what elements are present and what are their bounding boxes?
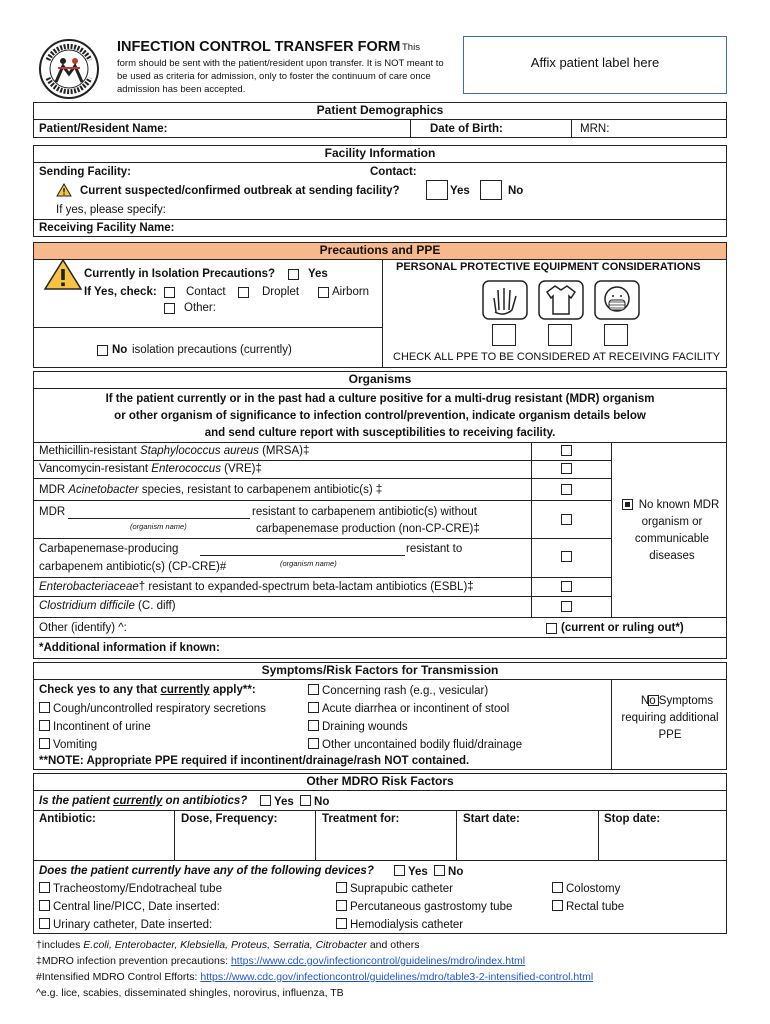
cdiff-text-italic: Clostridium difficile [39, 600, 135, 612]
mrsa-text-italic: Staphylococcus aureus [139, 445, 259, 457]
other-fluid-label: Other uncontained bodily fluid/drainage [322, 739, 523, 751]
esbl-text-b: † resistant to expanded-spectrum beta-lactam antibiotics (ESBL)‡ [138, 581, 474, 593]
col-treatment: Treatment for: [322, 813, 400, 825]
acin-text-a: MDR [39, 484, 69, 496]
colostomy-label: Colostomy [566, 883, 621, 895]
antibiotics-no-checkbox[interactable] [300, 795, 311, 806]
patient-label-box [463, 36, 727, 94]
precautions-section [33, 260, 727, 368]
antibiotics-text-b: on antibiotics? [162, 795, 248, 807]
airborn-label: Airborn [332, 286, 370, 298]
devices-answers [394, 865, 463, 878]
hemodialysis-label: Hemodialysis catheter [350, 919, 464, 931]
antibiotics-no-label: No [314, 796, 330, 808]
symptoms-note: **NOTE: Appropriate PPE required if incontinent/drainage/rash NOT contained. [39, 755, 470, 767]
dob-label: Date of Birth: [430, 123, 503, 135]
col-dose: Dose, Frequency: [181, 813, 278, 825]
incontinent-urine-checkbox[interactable] [39, 720, 50, 731]
contact-label: Contact [186, 286, 226, 298]
check-text-a: Check yes to any that [39, 684, 161, 696]
suprapubic-label: Suprapubic catheter [350, 883, 453, 895]
gloves-checkbox[interactable] [492, 324, 516, 346]
mask-icon [594, 280, 640, 323]
antibiotics-yes-checkbox[interactable] [260, 795, 271, 806]
cough-label: Cough/uncontrolled respiratory secretions [53, 703, 266, 715]
symptom-other-fluid [308, 738, 522, 751]
vre-text-b: (VRE)‡ [220, 463, 262, 475]
isolation-yes-checkbox[interactable] [288, 269, 299, 280]
devices-yes-label: Yes [408, 866, 428, 878]
mdr-label: MDR [39, 506, 66, 518]
symptom-vomiting [39, 738, 97, 751]
footnote-2 [36, 955, 525, 967]
f1-text-a: †includes [36, 939, 84, 951]
symptom-incontinent-urine [39, 720, 151, 733]
central-line-label: Central line/PICC, Date inserted: [53, 901, 220, 913]
outbreak-yes-checkbox[interactable] [426, 180, 448, 200]
mdr-checkbox[interactable] [561, 514, 572, 525]
cp-cre-checkbox[interactable] [561, 551, 572, 562]
rash-checkbox[interactable] [308, 684, 319, 695]
f1-text-b: and others [366, 939, 420, 951]
no-symptoms-label: No Symptoms requiring additional PPE [621, 695, 719, 741]
col-antibiotic: Antibiotic: [39, 813, 96, 825]
organisms-intro-2: or other organism of significance to infection control/prevention, indicate organism details below [114, 410, 646, 422]
vomiting-label: Vomiting [53, 739, 98, 751]
device-urinary [39, 918, 212, 931]
contact-checkbox[interactable] [164, 287, 175, 298]
no-isolation-checkbox[interactable] [97, 345, 108, 356]
esbl-checkbox[interactable] [561, 581, 572, 592]
organisms-intro-1: If the patient currently or in the past had a culture positive for a multi-drug resistant (MDR) organism [105, 393, 655, 405]
rectal-label: Rectal tube [566, 901, 625, 913]
mdro-section [33, 791, 727, 934]
mrsa-checkbox[interactable] [561, 445, 572, 456]
device-central-line [39, 900, 220, 913]
footnote-1 [36, 939, 419, 951]
hemodialysis-checkbox[interactable] [336, 918, 347, 929]
device-suprapubic [336, 882, 453, 895]
check-text-b: apply**: [209, 684, 256, 696]
f2-text: ‡MDRO infection prevention precautions: [36, 955, 231, 967]
vre-checkbox[interactable] [561, 463, 572, 474]
acinetobacter-checkbox[interactable] [561, 484, 572, 495]
contact-label: Contact: [370, 166, 417, 178]
facility-heading: Facility Information [33, 145, 727, 163]
device-trach [39, 882, 222, 895]
esbl-row [39, 581, 474, 593]
symptoms-check-label [39, 684, 256, 696]
intro-text: form should be sent with the patient/resident upon transfer. It is NOT meant to be used as criteria for admission, only to foster the continuum of care once admission has been accepted. [117, 58, 444, 95]
no-isolation-bold: No [112, 344, 128, 356]
additional-info-label: *Additional information if known: [39, 642, 220, 654]
device-hemodialysis [336, 918, 463, 931]
mrsa-text-b: (MRSA)‡ [258, 445, 310, 457]
vre-text-italic: Enterococcus [151, 463, 221, 475]
county-logo [34, 38, 104, 100]
antibiotics-question [39, 795, 247, 807]
if-yes-label: If Yes, check: [84, 286, 157, 298]
mdr-organism-hint: (organism name) [130, 522, 187, 531]
devices-question: Does the patient currently have any of the following devices? [39, 865, 374, 877]
organisms-heading: Organisms [33, 371, 727, 389]
diarrhea-label: Acute diarrhea or incontinent of stool [322, 703, 510, 715]
footnote-4: ^e.g. lice, scabies, disseminated shingles, norovirus, influenza, TB [36, 987, 344, 999]
device-colostomy [552, 882, 620, 895]
suprapubic-checkbox[interactable] [336, 882, 347, 893]
vre-row [39, 463, 262, 475]
col-stop: Stop date: [604, 813, 661, 825]
gown-icon [538, 280, 584, 323]
precautions-heading: Precautions and PPE [33, 242, 727, 260]
trach-label: Tracheostomy/Endotracheal tube [53, 883, 222, 895]
mask-checkbox[interactable] [604, 324, 628, 346]
intro-lead: This [402, 42, 420, 53]
mrsa-text-a: Methicillin-resistant [39, 445, 140, 457]
antibiotics-text-a: Is the patient [39, 795, 114, 807]
footnote-3 [36, 971, 593, 983]
droplet-label: Droplet [262, 286, 300, 298]
other-organism-label: Other (identify) ^: [39, 622, 127, 634]
incontinent-urine-label: Incontinent of urine [53, 721, 151, 733]
cp-organism-line[interactable] [200, 555, 405, 556]
mdr-text-b: resistant to carbapenem antibiotic(s) without [252, 506, 477, 518]
ppe-check-all: CHECK ALL PPE TO BE CONSIDERED AT RECEIVING FACILITY [393, 351, 721, 363]
mrsa-row [39, 445, 309, 457]
symptom-diarrhea [308, 702, 509, 715]
acin-text-italic: Acinetobacter [68, 484, 139, 496]
demographics-row [33, 120, 727, 138]
outbreak-yes-label: Yes [450, 185, 470, 197]
outbreak-no-checkbox[interactable] [480, 180, 502, 200]
draining-checkbox[interactable] [308, 720, 319, 731]
gown-checkbox[interactable] [548, 324, 572, 346]
patient-name-label: Patient/Resident Name: [39, 123, 168, 135]
outbreak-no-label: No [508, 185, 524, 197]
mdro-heading: Other MDRO Risk Factors [33, 773, 727, 791]
other-isolation-checkbox[interactable] [164, 303, 175, 314]
symptoms-heading: Symptoms/Risk Factors for Transmission [33, 662, 727, 680]
cough-checkbox[interactable] [39, 702, 50, 713]
device-rectal [552, 900, 624, 913]
col-start: Start date: [463, 813, 520, 825]
rectal-checkbox[interactable] [552, 900, 563, 911]
ppe-title: PERSONAL PROTECTIVE EQUIPMENT CONSIDERATIONS [396, 261, 701, 273]
diarrhea-checkbox[interactable] [308, 702, 319, 713]
f1-text-italic: E.coli, Enterobacter, Klebsiella, Proteus, Serratia, Citrobacter [83, 939, 367, 951]
isolation-yes-label: Yes [308, 268, 328, 280]
organisms-intro-3: and send culture report with susceptibilities to receiving facility. [204, 427, 556, 439]
urinary-label: Urinary catheter, Date inserted: [53, 919, 213, 931]
organisms-section [33, 389, 727, 659]
no-isolation-text: isolation precautions (currently) [132, 344, 292, 356]
intensified-control-link[interactable]: https://www.cdc.gov/infectioncontrol/guidelines/mdro/table3-2-intensified-control.html [200, 971, 594, 983]
mdro-guidelines-link[interactable]: https://www.cdc.gov/infectioncontrol/guidelines/mdro/index.html [230, 955, 526, 967]
gloves-icon [482, 280, 528, 323]
demographics-heading: Patient Demographics [33, 102, 727, 120]
check-text-u: currently [160, 684, 210, 696]
mdr-text-c: carbapenemase production (non-CP-CRE)‡ [256, 523, 480, 535]
isolation-question: Currently in Isolation Precautions? [84, 268, 276, 280]
rash-label: Concerning rash (e.g., vesicular) [322, 685, 489, 697]
cp-text-c: carbapenem antibiotic(s) (CP-CRE)# [39, 561, 227, 573]
cp-text-b: resistant to [406, 543, 463, 555]
colostomy-checkbox[interactable] [552, 882, 563, 893]
cdiff-row [39, 600, 176, 612]
cp-organism-hint: (organism name) [280, 559, 337, 568]
facility-section [33, 163, 727, 237]
mrn-label: MRN: [580, 123, 610, 135]
current-ruling-out-label: (current or ruling out*) [561, 622, 684, 634]
current-ruling-out-checkbox[interactable] [546, 623, 557, 634]
sending-facility-label: Sending Facility: [39, 166, 132, 178]
cdiff-text-b: (C. diff) [134, 600, 176, 612]
acinetobacter-row [39, 484, 382, 496]
urinary-checkbox[interactable] [39, 918, 50, 929]
antibiotics-answers [260, 795, 329, 808]
mdr-organism-line[interactable] [68, 518, 250, 519]
vre-text-a: Vancomycin-resistant [39, 463, 152, 475]
vomiting-checkbox[interactable] [39, 738, 50, 749]
airborn-checkbox[interactable] [318, 287, 329, 298]
devices-yes-checkbox[interactable] [394, 865, 405, 876]
antibiotics-yes-label: Yes [274, 796, 294, 808]
outbreak-question: Current suspected/confirmed outbreak at sending facility? [80, 185, 400, 197]
form-title: INFECTION CONTROL TRANSFER FORM [117, 39, 401, 55]
device-peg [336, 900, 512, 913]
other-fluid-checkbox[interactable] [308, 738, 319, 749]
specify-label: If yes, please specify: [56, 204, 166, 216]
warning-icon [56, 183, 72, 200]
symptom-draining [308, 720, 408, 733]
isolation-warning-icon [43, 258, 83, 294]
cp-text-a: Carbapenemase-producing [39, 543, 179, 555]
draining-label: Draining wounds [322, 721, 408, 733]
central-line-checkbox[interactable] [39, 900, 50, 911]
peg-label: Percutaneous gastrostomy tube [350, 901, 513, 913]
symptom-rash [308, 684, 488, 697]
acin-text-b: species, resistant to carbapenem antibiotic(s) ‡ [138, 484, 383, 496]
f3-text: #Intensified MDRO Control Efforts: [36, 971, 201, 983]
antibiotics-text-u: currently [113, 795, 163, 807]
cdiff-checkbox[interactable] [561, 601, 572, 612]
label-box-text: Affix patient label here [530, 55, 660, 70]
symptom-cough [39, 702, 266, 715]
other-isolation-label: Other: [184, 302, 216, 314]
trach-checkbox[interactable] [39, 882, 50, 893]
devices-no-checkbox[interactable] [434, 865, 445, 876]
symptoms-section [33, 680, 727, 770]
devices-no-label: No [448, 866, 464, 878]
no-known-mdr-label: No known MDR organism or communicable diseases [634, 499, 720, 562]
peg-checkbox[interactable] [336, 900, 347, 911]
esbl-text-italic: Enterobacteriaceae [39, 581, 139, 593]
receiving-facility-label: Receiving Facility Name: [39, 222, 175, 234]
droplet-checkbox[interactable] [238, 287, 249, 298]
